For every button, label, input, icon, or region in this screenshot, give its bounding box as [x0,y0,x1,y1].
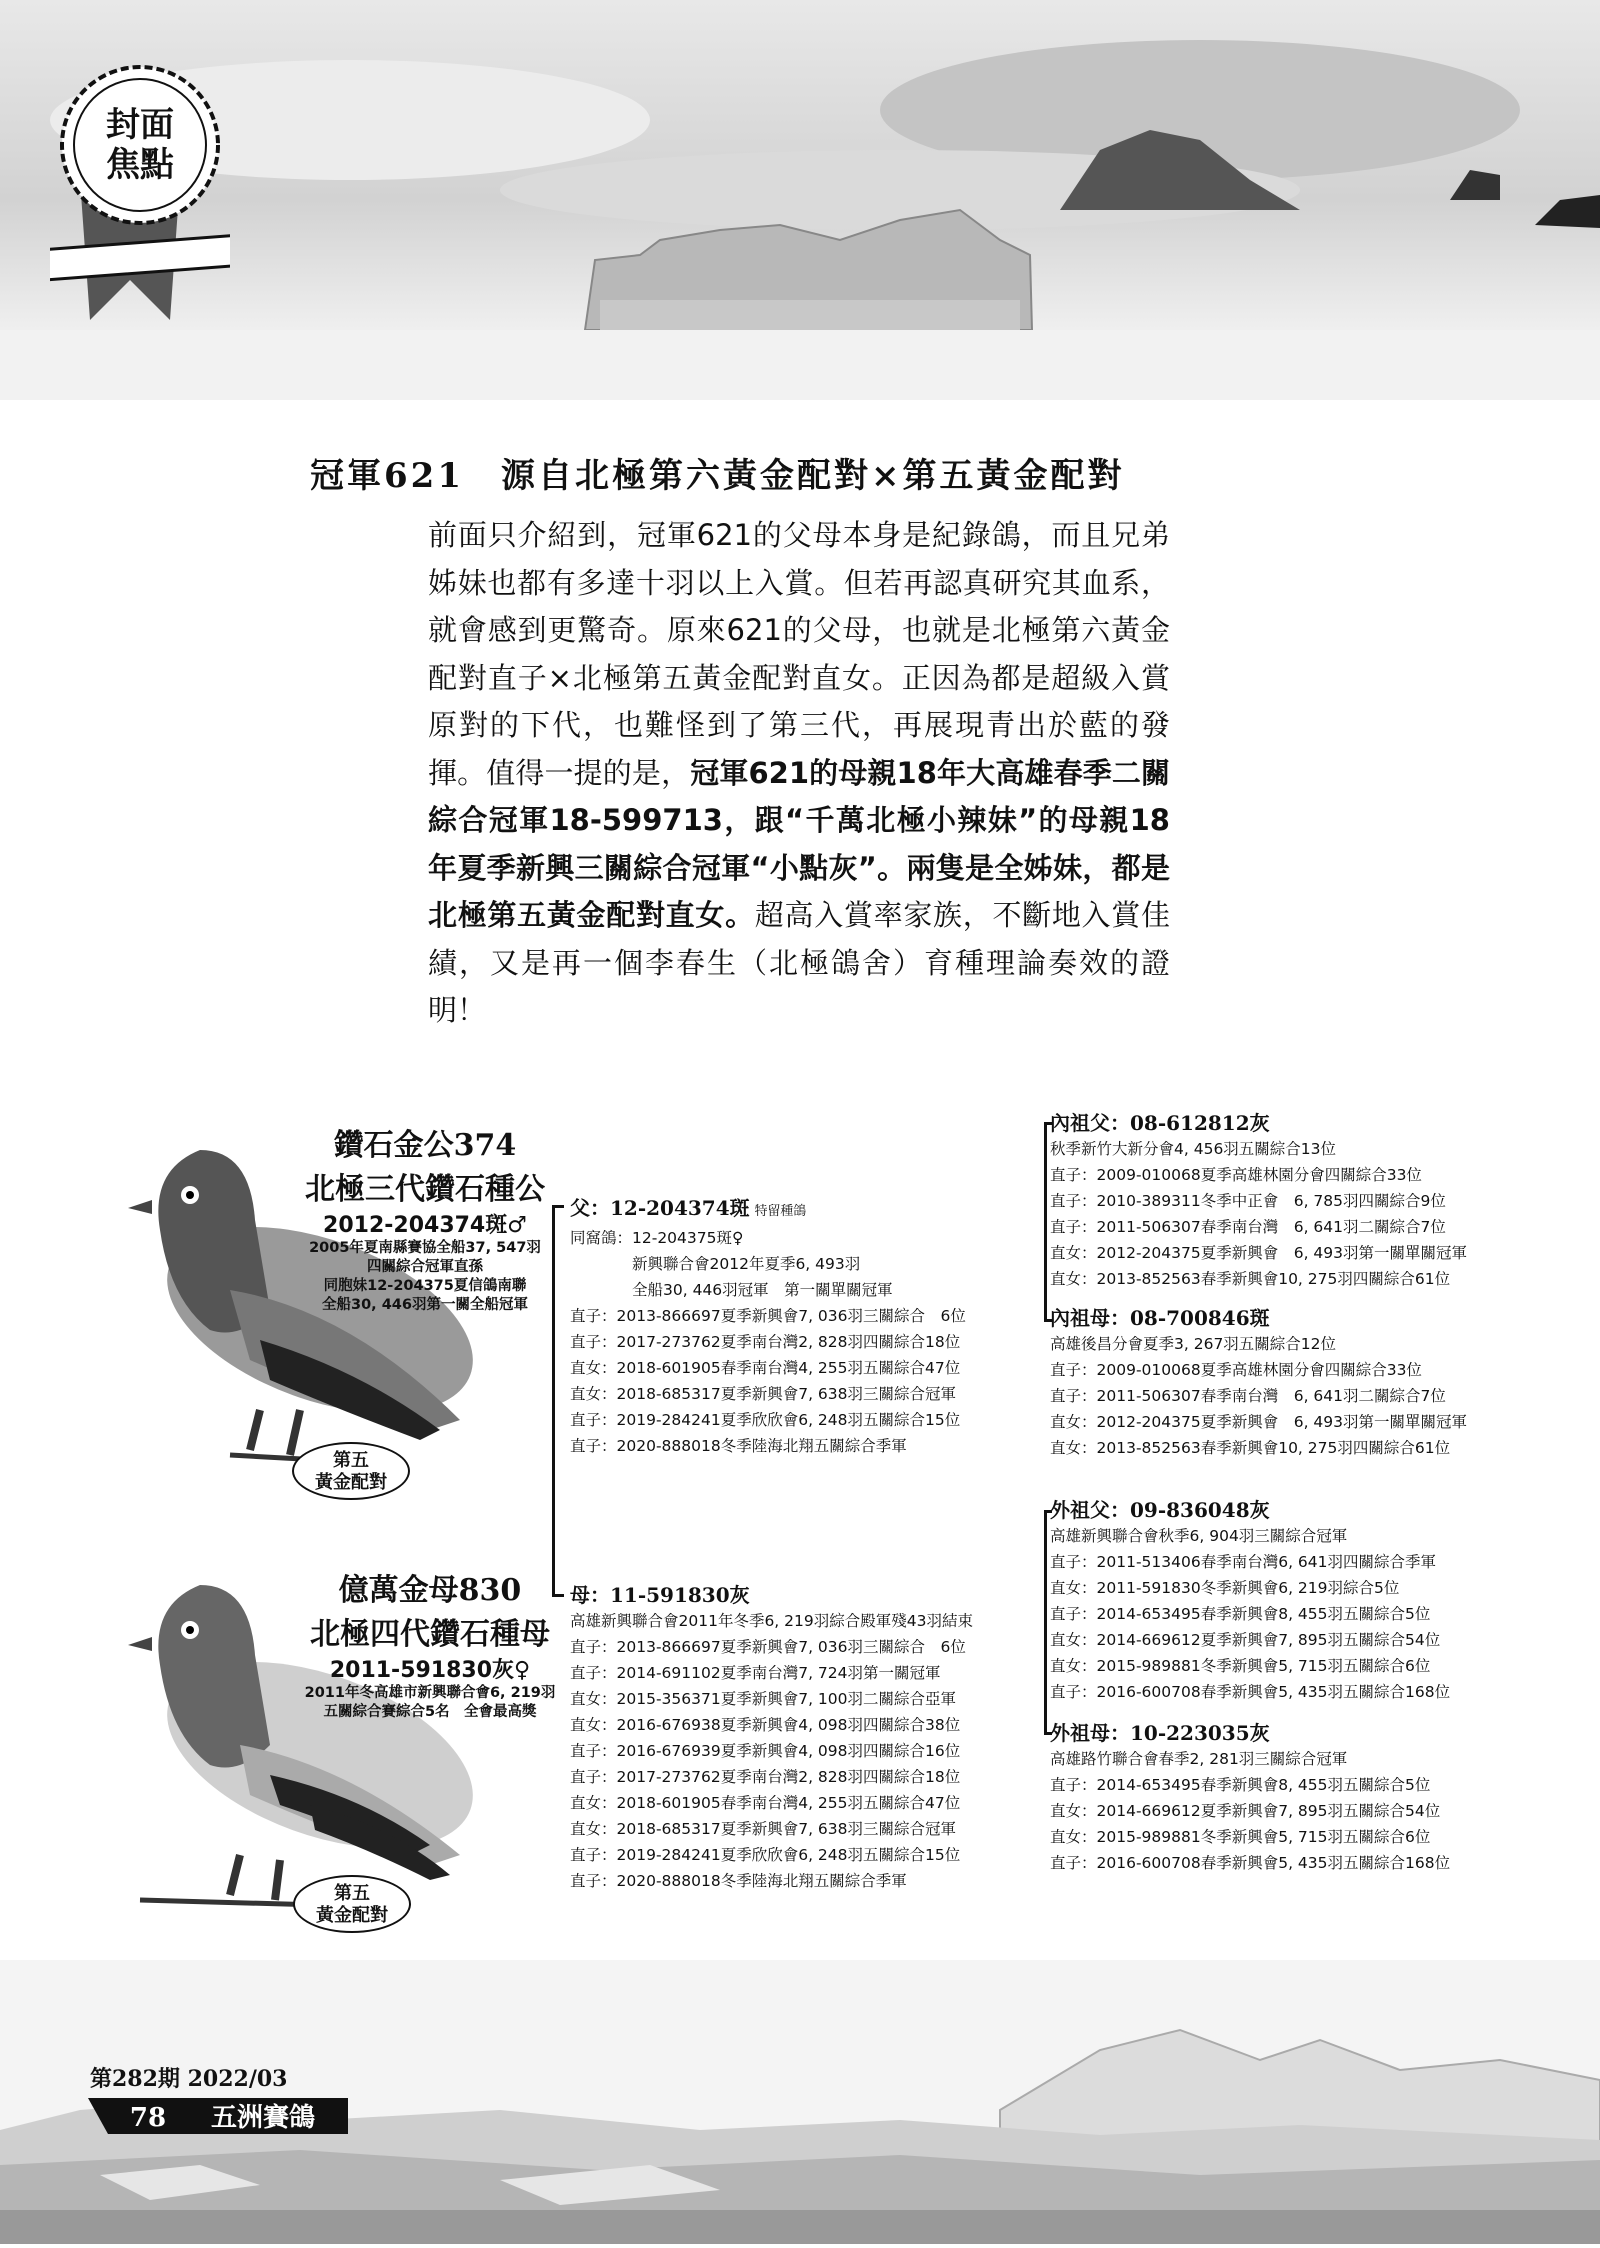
sire-name2: 北極三代鑽石種公 [305,1172,545,1207]
pat-gm-line-1: 高雄後昌分會夏季3, 267羽五關綜合12位 [1050,1335,1337,1353]
dam-note-1: 2011年冬高雄市新興聯合會6, 219羽 [304,1685,556,1701]
mat-gf-head: 外祖父：09-836048灰 [1050,1498,1270,1522]
dam-golden-pair-badge [293,1875,411,1933]
article-paragraph [370,512,1170,1035]
father-line-4: 直子：2013-866697夏季新興會7, 036羽三關綜合 6位 [570,1307,966,1325]
mother-line-7: 直子：2017-273762夏季南台灣2, 828羽四關綜合18位 [570,1768,961,1786]
sire-note-2: 四關綜合冠軍直孫 [367,1259,483,1275]
pat-gf-head: 內祖父：08-612812灰 [1050,1111,1270,1135]
mat-gm-line-5: 直子：2016-600708春季新興會5, 435羽五關綜合168位 [1050,1854,1451,1872]
mother-line-4: 直女：2015-356371夏季新興會7, 100羽二關綜合亞軍 [570,1690,957,1708]
mother-line-8: 直女：2018-601905春季南台灣4, 255羽五關綜合47位 [570,1794,961,1812]
pat-gf-line-4: 直子：2011-506307春季南台灣 6, 641羽二關綜合7位 [1050,1218,1446,1236]
mat-gf-line-1: 高雄新興聯合會秋季6, 904羽三關綜合冠軍 [1050,1527,1348,1545]
pat-gm-line-4: 直女：2012-204375夏季新興會 6, 493羽第一關單關冠軍 [1050,1413,1468,1431]
pat-gm-line-2: 直子：2009-010068夏季高雄林園分會四關綜合33位 [1050,1361,1422,1379]
father-line-1: 同窩鴿：12-204375斑♀ [570,1229,744,1247]
sire-ring: 2012-204374斑♂ [323,1213,527,1238]
article-text-b: 超高入賞率家族，不斷地入賞佳績，又是再一個李春生（北極鴿舍）育種理論奏效的證明！ [428,898,1170,1027]
pedigree-connector-parents [552,1205,555,1597]
mat-gm-line-1: 高雄路竹聯合會春季2, 281羽三關綜合冠軍 [1050,1750,1348,1768]
pedigree-pat-grandfather [1050,1110,1467,1292]
mother-line-1: 高雄新興聯合會2011年冬季6, 219羽綜合殿軍殘43羽結束 [570,1612,973,1630]
header-landscape-illustration [0,0,1600,400]
mat-gf-line-7: 直子：2016-600708春季新興會5, 435羽五關綜合168位 [1050,1683,1451,1701]
pat-gf-line-2: 直子：2009-010068夏季高雄林園分會四關綜合33位 [1050,1166,1422,1184]
sire-note-4: 全船30, 446羽第一關全船冠軍 [321,1297,528,1313]
issue-info: 第282期 2022/03 [90,2066,288,2092]
pat-gf-line-1: 秋季新竹大新分會4, 456羽五關綜合13位 [1050,1140,1337,1158]
pat-gf-line-6: 直女：2013-852563春季新興會10, 275羽四關綜合61位 [1050,1270,1451,1288]
pedigree-pat-grandmother [1050,1305,1467,1461]
mother-line-5: 直女：2016-676938夏季新興會4, 098羽四關綜合38位 [570,1716,961,1734]
sire-name-block [245,1120,605,1315]
mother-line-3: 直子：2014-691102夏季南台灣7, 724羽第一關冠軍 [570,1664,941,1682]
sire-note-3: 同胞妹12-204375夏信鴿南聯 [323,1278,527,1294]
pat-gf-line-3: 直子：2010-389311冬季中正會 6, 785羽四關綜合9位 [1050,1192,1446,1210]
article-text-a: 前面只介紹到，冠軍621的父母本身是紀錄鴿，而且兄弟姊妹也都有多達十羽以上入賞。但若再認真研究其血系，就會感到更驚奇。原來621的父母，也就是北極第六黃金配對直子×北極第五黃金配對直女。正因為都是超級入賞原對的下代，也難怪到了第三代，再展現青出於藍的發揮。值得一提的是， [428,518,1170,790]
sire-golden-pair-badge [292,1442,410,1500]
mother-line-11: 直子：2020-888018冬季陸海北翔五關綜合季軍 [570,1872,907,1890]
pedigree-father [570,1195,966,1459]
header-arctic-scene [0,0,1600,400]
dam-name2: 北極四代鑽石種母 [310,1617,550,1652]
father-line-6: 直女：2018-601905春季南台灣4, 255羽五關綜合47位 [570,1359,961,1377]
sire-badge-line2: 黃金配對 [315,1472,387,1493]
sire-note-1: 2005年夏南縣賽協全船37, 547羽 [309,1240,541,1256]
pat-gm-line-5: 直女：2013-852563春季新興會10, 275羽四關綜合61位 [1050,1439,1451,1457]
pat-gm-line-3: 直子：2011-506307春季南台灣 6, 641羽二關綜合7位 [1050,1387,1446,1405]
pedigree-connector-paternal [1044,1122,1047,1322]
cover-focus-badge [50,60,210,220]
father-head: 父：12-204374斑 [570,1196,750,1220]
pedigree-mother [570,1582,973,1894]
page-number-tab [88,2098,348,2134]
pedigree-tick-mother [552,1594,564,1597]
badge-line2: 焦點 [106,145,174,185]
mother-line-6: 直子：2016-676939夏季新興會4, 098羽四關綜合16位 [570,1742,961,1760]
mat-gf-line-5: 直女：2014-669612夏季新興會7, 895羽五關綜合54位 [1050,1631,1441,1649]
dam-name-block [250,1565,610,1722]
mat-gm-head: 外祖母：10-223035灰 [1050,1721,1270,1745]
article-body [370,512,1170,1035]
father-line-3: 全船30, 446羽冠軍 第一關單關冠軍 [570,1281,893,1299]
pat-gm-head: 內祖母：08-700846斑 [1050,1306,1270,1330]
page-number: 78 [129,2103,167,2133]
mat-gf-line-4: 直子：2014-653495春季新興會8, 455羽五關綜合5位 [1050,1605,1431,1623]
father-line-7: 直女：2018-685317夏季新興會7, 638羽三關綜合冠軍 [570,1385,957,1403]
father-line-8: 直子：2019-284241夏季欣欣會6, 248羽五關綜合15位 [570,1411,961,1429]
father-line-5: 直子：2017-273762夏季南台灣2, 828羽四關綜合18位 [570,1333,961,1351]
mat-gf-line-6: 直女：2015-989881冬季新興會5, 715羽五關綜合6位 [1050,1657,1431,1675]
mat-gf-line-2: 直子：2011-513406春季南台灣6, 641羽四關綜合季軍 [1050,1553,1437,1571]
pedigree-mat-grandmother [1050,1720,1450,1876]
pedigree-connector-maternal [1044,1510,1047,1735]
mother-line-2: 直子：2013-866697夏季新興會7, 036羽三關綜合 6位 [570,1638,966,1656]
badge-line1: 封面 [106,105,174,145]
pedigree-tick-father [552,1205,564,1208]
sire-name1: 鑽石金公374 [333,1128,517,1163]
mat-gm-line-4: 直女：2015-989881冬季新興會5, 715羽五關綜合6位 [1050,1828,1431,1846]
father-line-9: 直子：2020-888018冬季陸海北翔五關綜合季軍 [570,1437,907,1455]
mat-gm-line-2: 直子：2014-653495春季新興會8, 455羽五關綜合5位 [1050,1776,1431,1794]
article-bold-text: 冠軍621的母親18年大高雄春季二關綜合冠軍18-599713，跟“千萬北極小辣妹”的母親18年夏季新興三關綜合冠軍“小點灰”。兩隻是全姊妹，都是北極第五黃金配對直女。 [428,755,1170,932]
pedigree-mat-grandfather [1050,1497,1450,1705]
mother-line-9: 直女：2018-685317夏季新興會7, 638羽三關綜合冠軍 [570,1820,957,1838]
mat-gf-line-3: 直女：2011-591830冬季新興會6, 219羽綜合5位 [1050,1579,1400,1597]
dam-ring: 2011-591830灰♀ [329,1658,531,1683]
dam-badge-line1: 第五 [334,1883,370,1904]
mother-head: 母：11-591830灰 [570,1583,750,1607]
mat-gm-line-3: 直女：2014-669612夏季新興會7, 895羽五關綜合54位 [1050,1802,1441,1820]
article-title: 冠軍621 源自北極第六黃金配對×第五黃金配對 [310,456,1125,496]
magazine-name: 五洲賽鴿 [210,2103,316,2133]
father-tag: 特留種鴿 [754,1204,807,1219]
dam-name1: 億萬金母830 [338,1573,522,1608]
sire-badge-line1: 第五 [333,1450,369,1471]
pat-gf-line-5: 直女：2012-204375夏季新興會 6, 493羽第一關單關冠軍 [1050,1244,1468,1262]
mother-line-10: 直子：2019-284241夏季欣欣會6, 248羽五關綜合15位 [570,1846,961,1864]
father-line-2: 新興聯合會2012年夏季6, 493羽 [570,1255,861,1273]
dam-badge-line2: 黃金配對 [316,1905,388,1926]
dam-note-2: 五關綜合賽綜合5名 全會最高獎 [323,1704,537,1720]
